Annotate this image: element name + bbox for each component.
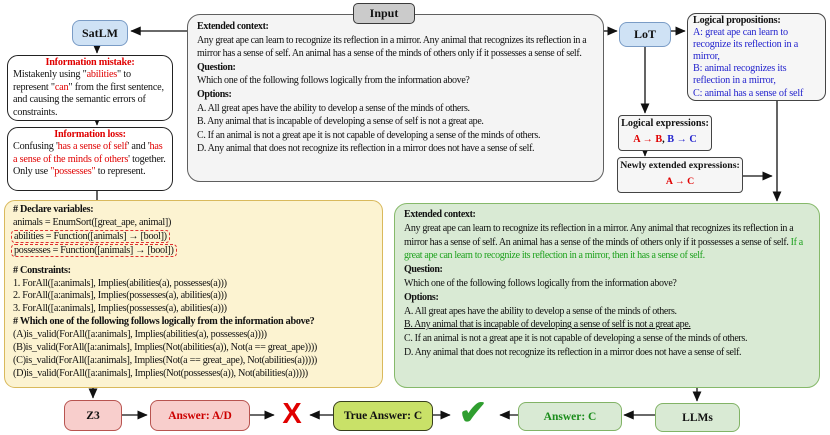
- propositions-title: Logical propositions:: [693, 15, 781, 26]
- lot-context-text: Any great ape can learn to recognize its reflection in a mirror. Any animal that recognizes its reflection in a mirror has a sense of self. An animal has a sense of the minds of others only if it possesses a sense of self. If a great ape can learn to recognize its reflection in a mirror, then it has a sense of self.: [404, 222, 803, 262]
- declare-line-animals: animals = EnumSort([great_ape, animal]): [13, 216, 172, 228]
- declare-line-abilities: abilities = Function([animals] → [bool]): [11, 230, 170, 243]
- lot-context-title: Extended context:: [404, 209, 476, 220]
- context-text: Any great ape can learn to recognize its reflection in a mirror. Any animal that recognizes its reflection in a mirror has a sense of self. An animal has a sense of the minds of others only if it possesses a sense of self.: [197, 34, 587, 60]
- constraint-3: 3. ForAll([a:animals], Implies(possesses(a), abilities(a))): [13, 303, 227, 315]
- lot-node: LoT: [619, 22, 671, 47]
- program-option-c: (C)is_valid(ForAll([a:animals], Implies(Not(a == great_ape), Not(abilities(a))))): [13, 354, 318, 366]
- lot-option-b-underlined: B. Any animal that is incapable of developing a sense of self is not a great ape.: [404, 319, 691, 331]
- lot-option-c: C. If an animal is not a great ape it is not capable of developing a sense of the minds of others.: [404, 333, 748, 345]
- newly-extended-expressions-box: [617, 157, 743, 193]
- proposition-b: B: animal recognizes its reflection in a mirror,: [693, 63, 787, 87]
- information-loss-box: [7, 127, 173, 191]
- option-a: A. All great apes have the ability to develop a sense of the minds of others.: [197, 102, 470, 114]
- information-mistake-box: [7, 55, 173, 121]
- extended-expressions-title: Newly extended expressions:: [620, 160, 740, 171]
- lot-extended-context-box: [394, 203, 820, 388]
- mistake-title: Information mistake:: [45, 57, 135, 68]
- options-title: Options:: [197, 88, 232, 100]
- program-question-title: # Which one of the following follows logically from the information above?: [13, 316, 315, 328]
- constraints-title: # Constraints:: [13, 264, 71, 276]
- check-mark: ✔: [458, 395, 488, 432]
- llm-answer-node: Answer: C: [518, 402, 622, 431]
- satlm-answer-node: Answer: A/D: [150, 400, 250, 431]
- true-answer-node: True Answer: C: [333, 401, 433, 431]
- lot-options-title: Options:: [404, 291, 439, 303]
- constraint-1: 1. ForAll([a:animals], Implies(abilities(a), possesses(a))): [13, 277, 227, 289]
- logical-propositions-box: [687, 13, 826, 101]
- lot-question-title: Question:: [404, 264, 443, 276]
- llms-node: LLMs: [655, 403, 740, 432]
- logical-expressions-box: [618, 115, 712, 151]
- option-b: B. Any animal that is incapable of developing a sense of self is not a great ape.: [197, 116, 484, 128]
- question-text: Which one of the following follows logically from the information above?: [197, 75, 470, 87]
- cross-mark: X: [282, 397, 302, 430]
- lot-question-text: Which one of the following follows logically from the information above?: [404, 277, 677, 289]
- mistake-body: Mistakenly using "abilities" to represent "can" from the first sentence, and causing the semantic errors of constraints.: [13, 69, 164, 118]
- option-c: C. If an animal is not a great ape it is not capable of developing a sense of the minds of others.: [197, 129, 541, 141]
- context-title: Extended context:: [197, 21, 269, 32]
- loss-body: Confusing 'has a sense of self' and 'has a sense of the minds of others' together. Only use "possesses" to represent.: [13, 141, 166, 178]
- lot-option-a: A. All great apes have the ability to develop a sense of the minds of others.: [404, 305, 677, 317]
- constraint-2: 2. ForAll([a:animals], Implies(possesses(a), abilities(a))): [13, 290, 227, 302]
- program-option-b: (B)is_valid(ForAll([a:animals], Implies(Not(abilities(a)), Not(a == great_ape)))): [13, 342, 318, 354]
- declare-title: # Declare variables:: [13, 204, 94, 215]
- z3-node: Z3: [64, 400, 122, 431]
- option-d: D. Any animal that does not recognize its reflection in a mirror does not have a sense of self.: [197, 143, 535, 155]
- declare-line-possesses: possesses = Function([animals] → [bool]): [11, 244, 177, 257]
- proposition-a: A: great ape can learn to recognize its reflection in a mirror,: [693, 27, 799, 63]
- expressions-content: A → B, B → C: [633, 134, 697, 145]
- input-node: Input: [353, 3, 415, 24]
- input-context-box: [187, 14, 604, 182]
- spacer: [13, 258, 374, 265]
- satlm-program-box: [4, 200, 383, 388]
- loss-title: Information loss:: [54, 129, 126, 140]
- program-option-d: (D)is_valid(ForAll([a:animals], Implies(Not(possesses(a)), Not(abilities(a))))): [13, 367, 308, 379]
- question-title: Question:: [197, 61, 236, 73]
- lot-option-d: D. Any animal that does not recognize its reflection in a mirror does not have a sense of self.: [404, 346, 742, 358]
- extended-expressions-content: A → C: [665, 176, 695, 187]
- expressions-title: Logical expressions:: [621, 118, 709, 129]
- program-option-a: (A)is_valid(ForAll([a:animals], Implies(abilities(a), possesses(a)))): [13, 329, 267, 341]
- satlm-node: SatLM: [72, 20, 128, 46]
- proposition-c: C: animal has a sense of self: [693, 87, 804, 99]
